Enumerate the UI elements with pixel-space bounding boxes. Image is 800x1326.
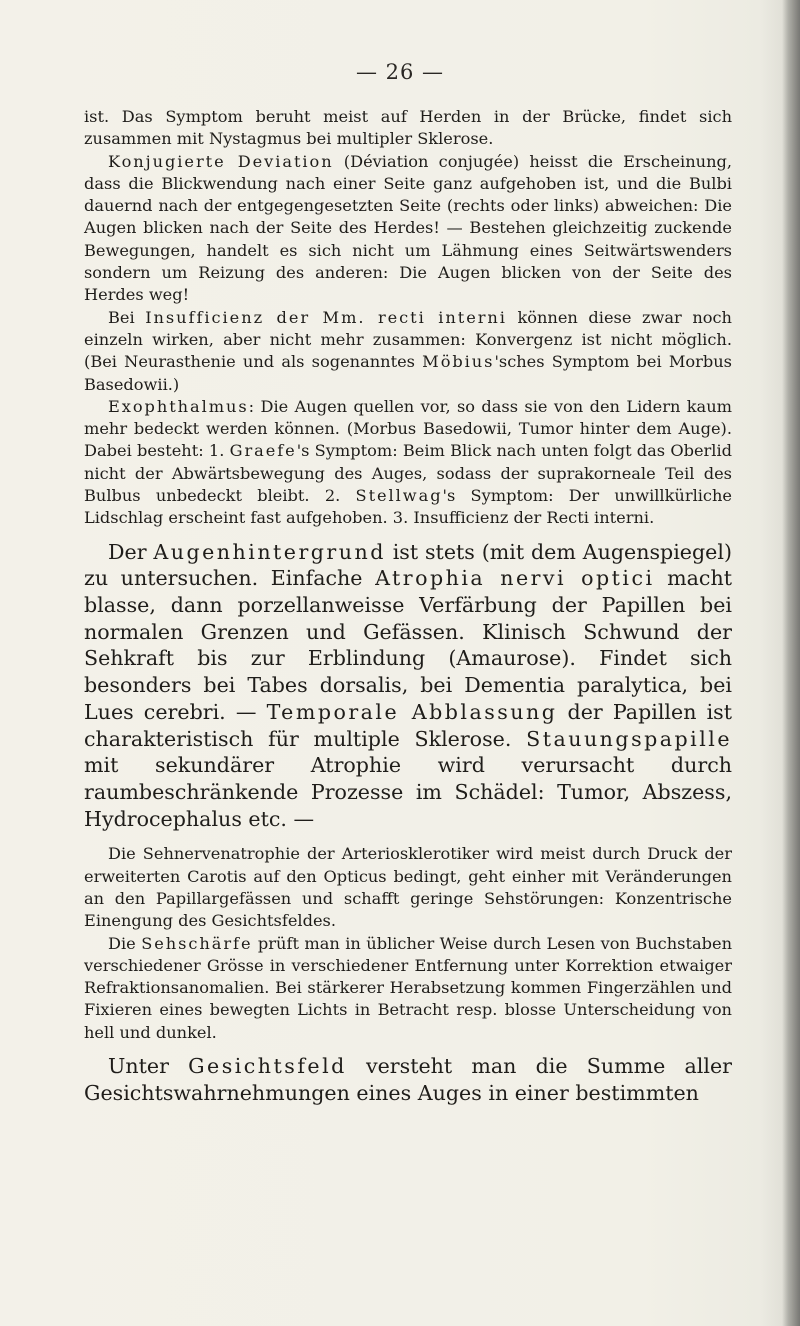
small-print-section — [84, 106, 732, 530]
paragraph-fundus: Der Augenhintergrund ist stets (mit dem Augenspiegel) zu untersuchen. Einfache Atrophia nervi optici macht blasse, dann porzellanweisse Verfärbung der Papillen bei normalen Grenzen und Gefässen. Klinisch Schwund der Sehkraft bis zur Erblindung (Amaurose). Findet sich besonders bei Tabes dorsalis, bei Dementia paralytica, bei Lues cerebri. — Temporale Abblassung der Papillen ist charakteristisch für multiple Sklerose. Stauungspapille mit sekundärer Atrophie wird verursacht durch raumbeschränkende Prozesse im Schädel: Tumor, Abszess, Hydrocephalus etc. — — [84, 539, 733, 831]
paragraph-insufficiency-recti: Bei Insufficienz der Mm. recti interni können diese zwar noch einzeln wirken, aber nicht mehr zusammen: Konvergenz ist nicht möglich. (Bei Neurasthenie und als sogenanntes Möbius'sches Symptom bei Morbus Basedowii.) — [84, 307, 732, 394]
paragraph-brainstem-symptom: ist. Das Symptom beruht meist auf Herden in der Brücke, findet sich zusammen mit Nystagmus bei multipler Sklerose. — [84, 107, 732, 149]
page-number: — 26 — — [355, 60, 445, 84]
paragraph-arteriosclerosis: Die Sehnervenatrophie der Arteriosklerotiker wird meist durch Druck der erweiterten Carotis auf den Opticus bedingt, geht einher mit Veränderungen an den Papillargefässen und schafft geringe Sehstörungen: Konzentrische Einengung des Gesichtsfeldes. — [84, 844, 732, 931]
term-stauungspapille: Stauungspapille — [526, 726, 732, 751]
term-temporale-abblassung: Temporale Abblassung — [266, 699, 558, 724]
term-gesichtsfeld: Gesichtsfeld — [188, 1054, 347, 1079]
paragraph-exophthalmus: Exophthalmus: Die Augen quellen vor, so dass sie von den Lidern kaum mehr bedeckt werden können. (Morbus Basedowii, Tumor hinter dem Auge). Dabei besteht: 1. Graefe's Symptom: Beim Blick nach unten folgt das Oberlid nicht der Abwärtsbewegung des Auges, sodass der suprakorneale Teil des Bulbus unbedeckt bleibt. 2. Stellwag's Symptom: Der unwillkürliche Lidschlag erscheint fast aufgehoben. 3. Insufficienz der Recti interni. — [84, 396, 732, 528]
term-insufficienz: Insufficienz der Mm. recti interni — [145, 307, 507, 327]
term-atrophia-nervi-optici: Atrophia nervi optici — [375, 566, 655, 591]
page-body — [84, 106, 732, 1117]
term-exophthalmus: Exophthalmus — [108, 396, 249, 416]
term-konjugierte-deviation: Konjugierte Deviation — [108, 151, 334, 171]
small-print-section-2 — [84, 843, 732, 1044]
paragraph-visual-field: Unter Gesichtsfeld versteht man die Summe aller Gesichtswahrnehmungen eines Auges in einer bestimmten — [84, 1054, 732, 1105]
paragraph-conjugate-deviation: Konjugierte Deviation (Déviation conjugée) heisst die Erscheinung, dass die Blickwendung nach einer Seite ganz aufgehoben ist, und die Bulbi dauernd nach der entgegengesetzten Seite (rechts oder links) abweichen: Die Augen blicken nach der Seite des Herdes! — Bestehen gleichzeitig zuckende Bewegungen, handelt es sich nicht um Lähmung eines Seitwärtswenders sondern um Reizung des anderen: Die Augen blicken von der Seite des Herdes weg! — [84, 151, 733, 305]
paragraph-visual-acuity: Die Sehschärfe prüft man in üblicher Weise durch Lesen von Buchstaben verschiedener Grösse in verschiedener Entfernung unter Korrektion etwaiger Refraktionsanomalien. Bei stärkerer Herabsetzung kommen Fingerzählen und Fixieren eines bewegten Lichts in Betracht resp. blosse Unterscheidung von hell und dunkel. — [84, 933, 733, 1042]
page-binding-edge — [782, 0, 800, 1326]
name-stellwag: Stellwag — [355, 486, 443, 506]
term-augenhintergrund: Augenhintergrund — [153, 539, 386, 564]
term-sehschaerfe: Sehschärfe — [141, 933, 253, 953]
name-moebius: Möbius — [422, 352, 495, 372]
name-graefe: Graefe — [229, 441, 297, 461]
